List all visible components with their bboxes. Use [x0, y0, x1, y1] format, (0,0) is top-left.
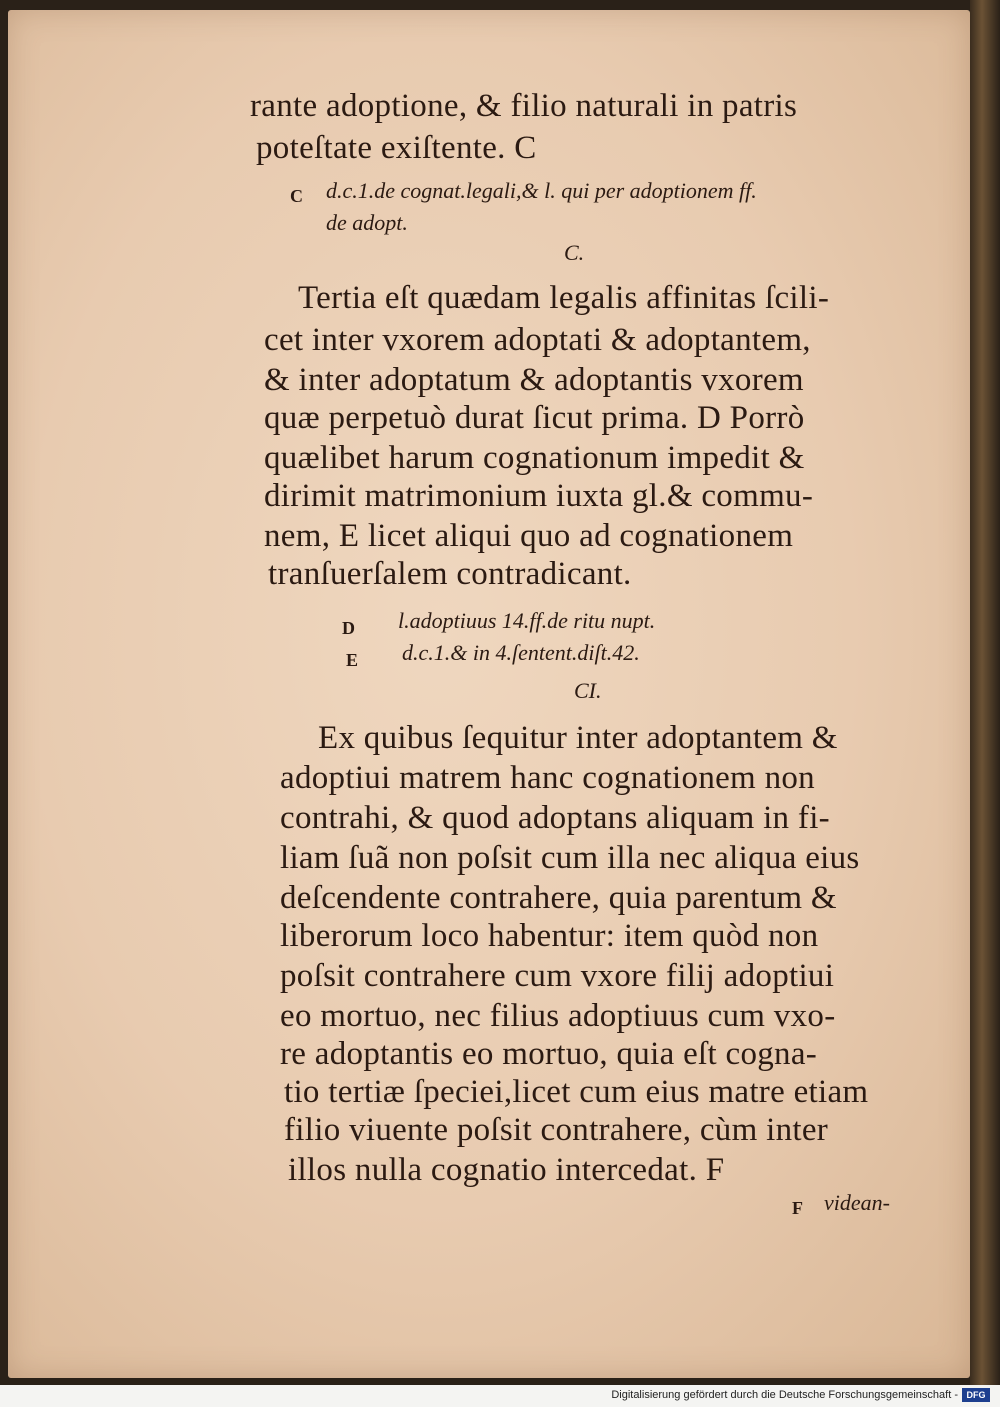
note-marker: E: [346, 650, 359, 670]
section-heading: CI.: [574, 678, 602, 703]
text-line: nem, E licet aliqui quo ad cognationem: [264, 518, 794, 554]
text-line: poſsit contrahere cum vxore filij adoptiui: [280, 958, 835, 994]
text-line: filio viuente poſsit contrahere, cùm inter: [284, 1112, 829, 1148]
text-line: poteſtate exiſtente. C: [256, 130, 537, 166]
note-marker: C: [290, 186, 303, 206]
book-edge: [970, 0, 1000, 1385]
footer-credit: Digitalisierung gefördert durch die Deutsche Forschungsgemeinschaft -: [611, 1389, 958, 1401]
text-line: tio tertiæ ſpeciei,licet cum eius matre etiam: [284, 1074, 869, 1110]
text-line: re adoptantis eo mortuo, quia eſt cogna-: [280, 1036, 818, 1072]
note-text: l.adoptiuus 14.ff.de ritu nupt.: [398, 608, 656, 633]
text-line: liam ſuã non poſsit cum illa nec aliqua eius: [280, 840, 860, 876]
text-line: dirimit matrimonium iuxta gl.& commu-: [264, 478, 814, 514]
note-text: d.c.1.& in 4.ſentent.diſt.42.: [402, 640, 640, 665]
text-line: deſcendente contrahere, quia parentum &: [280, 880, 837, 916]
text-line: contrahi, & quod adoptans aliquam in fi-: [280, 800, 830, 836]
text-line: eo mortuo, nec filius adoptiuus cum vxo-: [280, 998, 836, 1034]
note-text: de adopt.: [326, 210, 408, 235]
text-line: quæ perpetuò durat ſicut prima. D Porrò: [264, 400, 805, 436]
text-line: quælibet harum cognationum impedit &: [264, 440, 805, 476]
text-line: tranſuerſalem contradicant.: [268, 556, 632, 592]
dfg-logo: DFG: [962, 1388, 990, 1402]
text-line: illos nulla cognatio intercedat. F: [288, 1152, 725, 1188]
note-text: d.c.1.de cognat.legali,& l. qui per adoptionem ff.: [326, 178, 757, 203]
text-line: Tertia eſt quædam legalis affinitas ſcili-: [298, 280, 830, 316]
text-line: Ex quibus ſequitur inter adoptantem &: [318, 720, 838, 756]
text-line: cet inter vxorem adoptati & adoptantem,: [264, 322, 811, 358]
note-marker: F: [792, 1198, 803, 1218]
text-line: adoptiui matrem hanc cognationem non: [280, 760, 815, 796]
catchword: videan-: [824, 1190, 890, 1215]
section-heading: C.: [564, 240, 585, 265]
text-line: rante adoptione, & filio naturali in patris: [250, 88, 798, 124]
text-line: & inter adoptatum & adoptantis vxorem: [264, 362, 804, 398]
text-line: liberorum loco habentur: item quòd non: [280, 918, 819, 954]
note-marker: D: [342, 618, 355, 638]
